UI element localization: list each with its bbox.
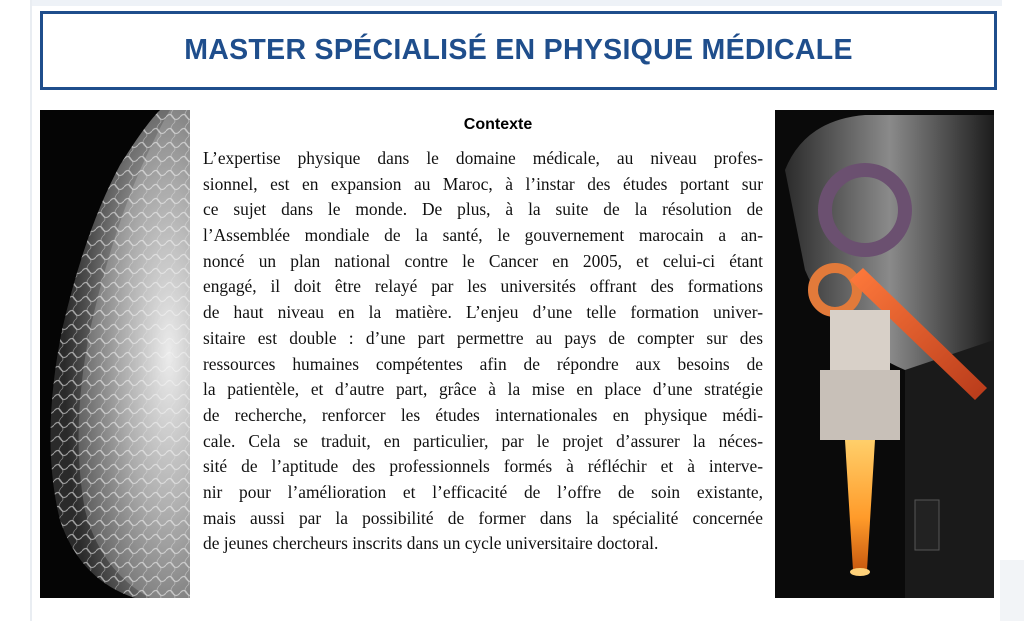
text-line: sité de l’aptitude des professionnels formés à réfléchir et à interve- (203, 456, 763, 477)
text-line: mais aussi par la possibilité de former dans la spécialité concernée (203, 507, 763, 528)
text-line: de jeunes chercheurs inscrits dans un cycle universitaire doctoral. (203, 533, 659, 554)
text-line: nir pour l’amélioration et l’efficacité de l’offre de soin existante, (203, 481, 763, 502)
text-line: engagé, il doit être relayé par les universités offrant des formations (203, 276, 763, 297)
radiotherapy-machine-image (775, 110, 994, 598)
body-text (203, 146, 763, 557)
page-edge (32, 0, 1002, 6)
text-line: de haut niveau en la matière. L’enjeu d’une telle formation univer- (203, 302, 763, 323)
text-line: L’expertise physique dans le domaine médicale, au niveau profes- (203, 148, 763, 168)
context-article (203, 110, 763, 557)
text-line: sionnel, est en expansion au Maroc, à l’instar des études portant sur (203, 173, 763, 194)
text-line: sitaire est double : d’une part permettre au pays de compter sur des (203, 327, 763, 348)
text-line: ressources humaines compétentes afin de répondre aux besoins de (203, 353, 763, 374)
text-line: noncé un plan national contre le Cancer en 2005, et celui-ci étant (203, 250, 763, 271)
text-line: de recherche, renforcer les études internationales en physique médi- (203, 404, 763, 425)
text-line: la patientèle, et d’autre part, grâce à la mise en place d’une stratégie (203, 379, 763, 400)
mammogram-image (40, 110, 190, 598)
title-banner (40, 11, 997, 90)
section-heading: Contexte (463, 116, 533, 133)
text-line: cale. Cela se traduit, en particulier, par le projet d’assurer la néces- (203, 430, 763, 451)
page-edge-right (1000, 560, 1024, 621)
page-edge-left (30, 0, 32, 621)
page-title: MASTER SPÉCIALISÉ EN PHYSIQUE MÉDICALE (184, 34, 853, 66)
text-line: ce sujet dans le monde. De plus, à la suite de la résolution de (203, 199, 763, 220)
text-line: l’Assemblée mondiale de la santé, le gouvernement marocain a an- (203, 225, 763, 246)
